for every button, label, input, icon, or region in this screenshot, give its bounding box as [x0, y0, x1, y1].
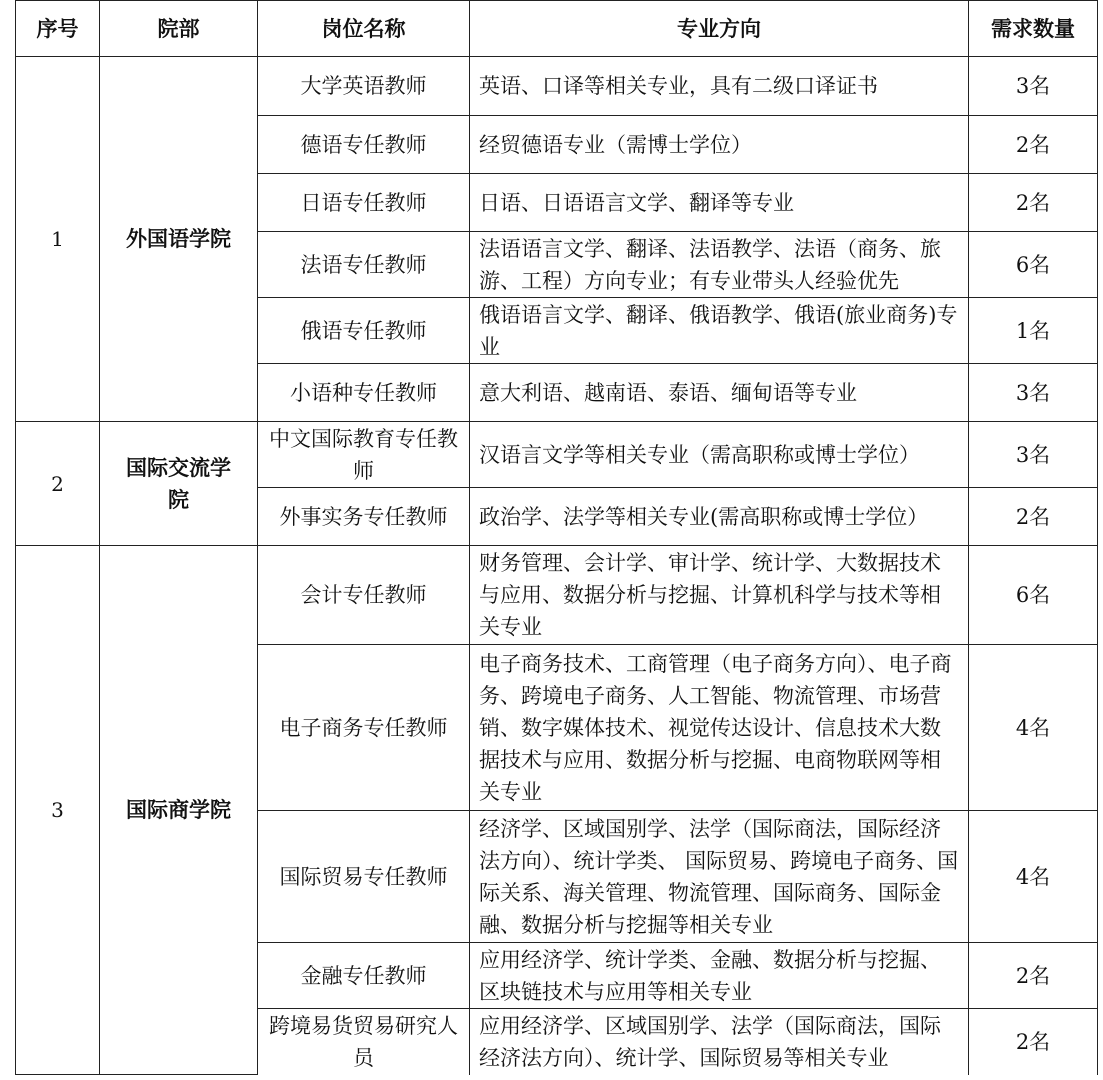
table-row	[16, 422, 1098, 488]
group-no: 2	[16, 422, 100, 546]
post-name: 电子商务专任教师	[258, 645, 470, 811]
demand-count: 3名	[969, 422, 1098, 488]
demand-count: 2名	[969, 1009, 1098, 1075]
demand-count: 2名	[969, 116, 1098, 174]
post-name: 金融专任教师	[258, 943, 470, 1009]
post-name: 大学英语教师	[258, 57, 470, 116]
group-no: 1	[16, 57, 100, 422]
recruitment-table	[15, 0, 1098, 1075]
demand-count: 6名	[969, 232, 1098, 298]
major-direction: 经贸德语专业（需博士学位）	[470, 116, 969, 174]
header-major: 专业方向	[470, 1, 969, 57]
post-name: 国际贸易专任教师	[258, 811, 470, 943]
header-dept: 院部	[100, 1, 258, 57]
table-row	[16, 546, 1098, 645]
major-direction: 电子商务技术、工商管理（电子商务方向）、电子商务、跨境电子商务、人工智能、物流管理、市场营销、数字媒体技术、视觉传达设计、信息技术大数据技术与应用、数据分析与挖掘、电商物联网等相关专业	[470, 645, 969, 811]
post-name: 外事实务专任教师	[258, 488, 470, 546]
demand-count: 3名	[969, 364, 1098, 422]
demand-count: 2名	[969, 488, 1098, 546]
major-direction: 政治学、法学等相关专业(需高职称或博士学位）	[470, 488, 969, 546]
major-direction: 经济学、区域国别学、法学（国际商法，国际经济法方向）、统计学类、 国际贸易、跨境电子商务、国际关系、海关管理、物流管理、国际商务、国际金融、数据分析与挖掘等相关专业	[470, 811, 969, 943]
header-no: 序号	[16, 1, 100, 57]
demand-count: 2名	[969, 943, 1098, 1009]
major-direction: 财务管理、会计学、审计学、统计学、大数据技术与应用、数据分析与挖掘、计算机科学与技术等相关专业	[470, 546, 969, 645]
major-direction: 应用经济学、统计学类、金融、数据分析与挖掘、区块链技术与应用等相关专业	[470, 943, 969, 1009]
group-dept: 国际交流学院	[100, 422, 258, 546]
post-name: 中文国际教育专任教师	[258, 422, 470, 488]
demand-count: 6名	[969, 546, 1098, 645]
group-dept: 国际商学院	[100, 546, 258, 1075]
demand-count: 1名	[969, 298, 1098, 364]
post-name: 俄语专任教师	[258, 298, 470, 364]
group-no: 3	[16, 546, 100, 1075]
post-name: 法语专任教师	[258, 232, 470, 298]
post-name: 会计专任教师	[258, 546, 470, 645]
post-name: 德语专任教师	[258, 116, 470, 174]
major-direction: 俄语语言文学、翻译、俄语教学、俄语(旅业商务)专业	[470, 298, 969, 364]
header-count: 需求数量	[969, 1, 1098, 57]
demand-count: 2名	[969, 174, 1098, 232]
major-direction: 法语语言文学、翻译、法语教学、法语（商务、旅游、工程）方向专业；有专业带头人经验优先	[470, 232, 969, 298]
demand-count: 3名	[969, 57, 1098, 116]
post-name: 跨境易货贸易研究人员	[258, 1009, 470, 1075]
demand-count: 4名	[969, 811, 1098, 943]
demand-count: 4名	[969, 645, 1098, 811]
major-direction: 日语、日语语言文学、翻译等专业	[470, 174, 969, 232]
major-direction: 意大利语、越南语、泰语、缅甸语等专业	[470, 364, 969, 422]
post-name: 小语种专任教师	[258, 364, 470, 422]
table-row	[16, 57, 1098, 116]
major-direction: 英语、口译等相关专业，具有二级口译证书	[470, 57, 969, 116]
major-direction: 汉语言文学等相关专业（需高职称或博士学位）	[470, 422, 969, 488]
post-name: 日语专任教师	[258, 174, 470, 232]
header-post: 岗位名称	[258, 1, 470, 57]
group-dept: 外国语学院	[100, 57, 258, 422]
major-direction: 应用经济学、区域国别学、法学（国际商法，国际经济法方向）、统计学、国际贸易等相关专业	[470, 1009, 969, 1075]
header-row	[16, 1, 1098, 57]
